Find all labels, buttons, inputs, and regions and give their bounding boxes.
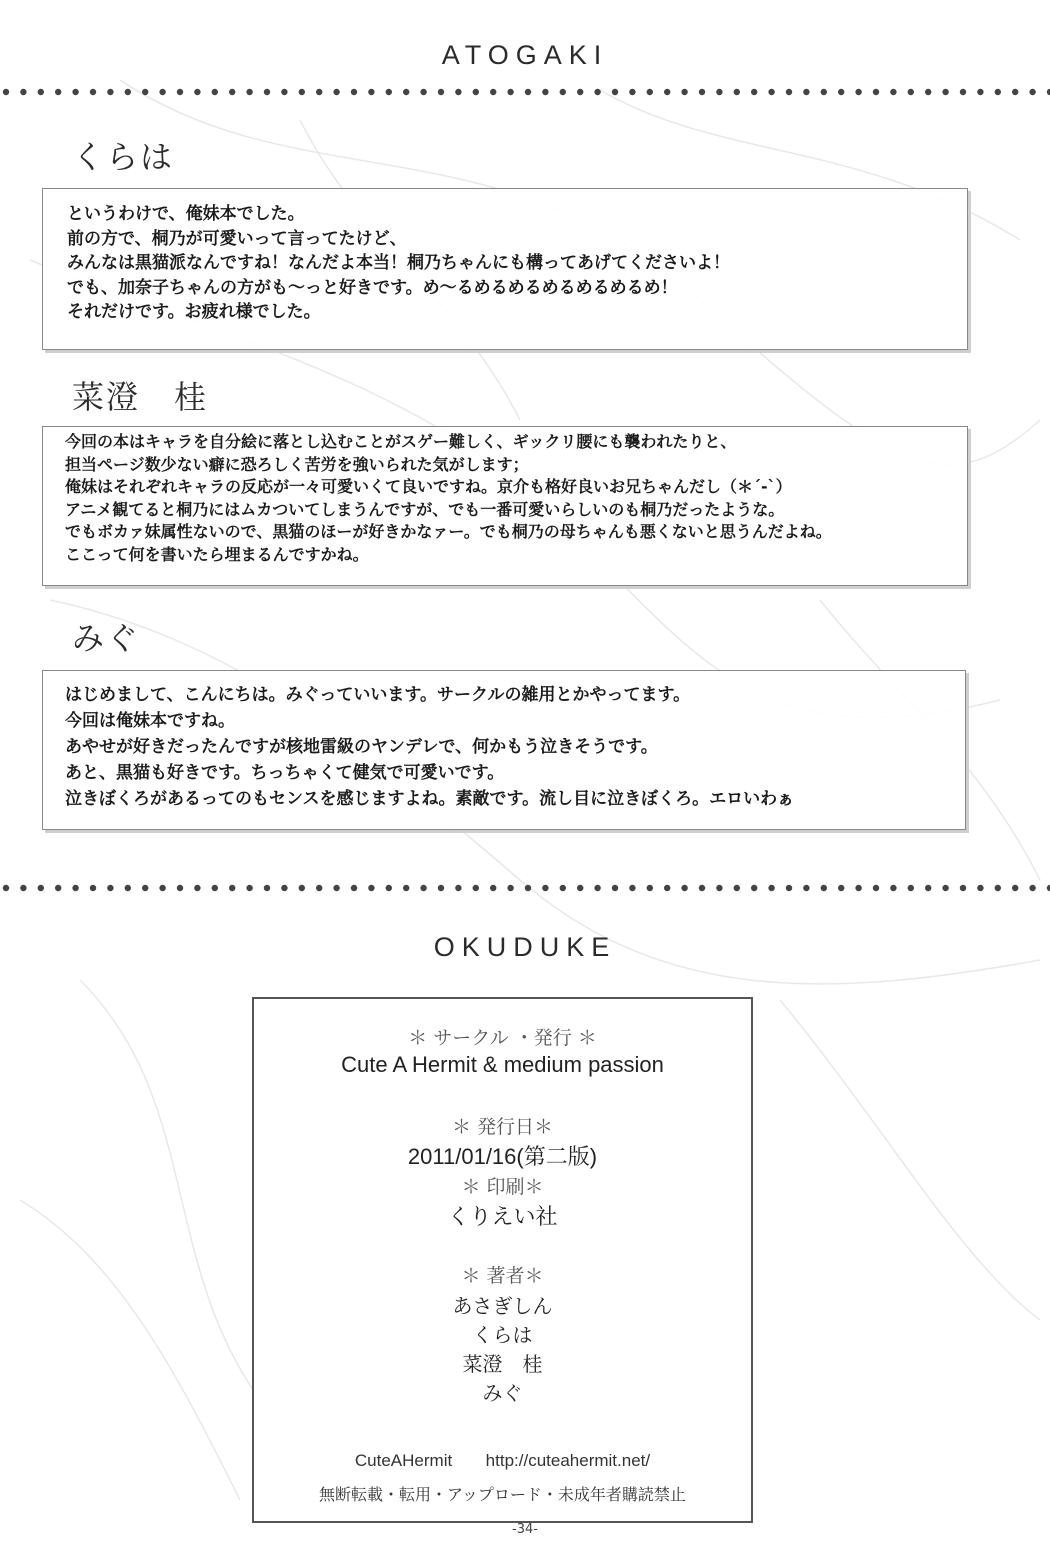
divider-dot [786,89,792,95]
comment-box-kuraha [42,188,968,350]
divider-dot [403,885,409,891]
atogaki-heading: ATOGAKI [441,40,609,70]
divider-dot [681,885,687,891]
comment-line: 前の方で、桐乃が可愛いって言ってたけど、 [67,228,407,249]
divider-dot [908,885,914,891]
divider-dot [125,89,131,95]
copyright-notice: 無断転載・転用・アップロード・未成年者購読禁止 [319,1485,686,1504]
divider-dot [316,885,322,891]
divider-dot [386,885,392,891]
authors-label: ＊ 著者＊ [461,1265,544,1287]
divider-dot [3,885,9,891]
divider-dot [838,885,844,891]
divider-dot [664,885,670,891]
author-name-migu: みぐ [72,619,141,657]
divider-dot [351,89,357,95]
divider-dot [908,89,914,95]
divider-dot [890,885,896,891]
divider-dot [72,885,78,891]
divider-dot [316,89,322,95]
divider-dot [473,89,479,95]
divider-dot [612,89,618,95]
comment-line: はじめまして、こんにちは。みぐっていいます。サークルの雑用とかやってます。 [65,685,691,705]
divider-dot [716,885,722,891]
divider-dot [925,885,931,891]
divider-dot [38,89,44,95]
divider-dot [612,885,618,891]
divider-dot [507,89,513,95]
divider-dot [142,89,148,95]
divider-dot [438,885,444,891]
divider-dot [942,89,948,95]
divider-dot [629,885,635,891]
divider-dot [525,89,531,95]
divider-dot [194,89,200,95]
divider-dot [212,89,218,95]
divider-dot [803,885,809,891]
divider-dot [890,89,896,95]
divider-dot [90,885,96,891]
divider-dot [55,89,61,95]
divider-dot [873,89,879,95]
divider-dot [212,885,218,891]
divider-dot [960,89,966,95]
divider-dot [20,885,26,891]
author-credit: くらは [472,1323,533,1347]
divider-dot [368,89,374,95]
print-label: ＊ 印刷＊ [461,1176,544,1198]
divider-dot [1012,885,1018,891]
divider-dot [368,885,374,891]
divider-dot [1029,89,1035,95]
author-credit: 菜澄 桂 [462,1352,543,1376]
okuduke-heading: OKUDUKE [433,932,617,962]
site-line [254,1451,751,1471]
author-name-nasumi-kei: 菜澄 桂 [72,378,209,416]
divider-dot [246,885,252,891]
divider-dot [594,89,600,95]
divider-dot [229,89,235,95]
divider-dot [229,885,235,891]
divider-dot [681,89,687,95]
divider-dot [664,89,670,95]
divider-dot [438,89,444,95]
comment-line: あやせが好きだったんですが核地雷級のヤンデレで、何かもう泣きそうです。 [65,737,658,757]
divider-dot [560,89,566,95]
circle-value: Cute A Hermit & medium passion [341,1052,664,1077]
divider-dot [177,89,183,95]
divider-dot [699,885,705,891]
divider-dot [246,89,252,95]
divider-dot [455,89,461,95]
divider-dot [20,89,26,95]
divider-dot [281,89,287,95]
divider-dot [647,89,653,95]
divider-dot [786,885,792,891]
author-name-kuraha: くらは [72,138,175,176]
print-value: くりえい社 [447,1204,558,1229]
divider-dot [577,89,583,95]
comment-line: 俺妹はそれぞれキャラの反応が一々可愛いくて良いですね。京介も格好良いお兄ちゃんだし（＊´-`） [65,477,792,497]
divider-dot [647,885,653,891]
divider-dot [281,885,287,891]
page-number: -34- [512,1522,538,1537]
comment-line: 泣きぼくろがあるってのもセンスを感じますよね。素敵です。流し目に泣きぼくろ。エロいわぁ [65,789,794,809]
divider-dot [507,885,513,891]
divider-dot [159,89,165,95]
divider-dot [264,89,270,95]
divider-dot [420,885,426,891]
divider-dot [734,89,740,95]
divider-dot [734,885,740,891]
date-value: 2011/01/16(第二版) [407,1144,598,1169]
divider-dot [768,885,774,891]
divider-dot [977,885,983,891]
comment-line: それだけです。お疲れ様でした。 [67,302,321,322]
divider-dot [751,885,757,891]
divider-dot [333,885,339,891]
site-url-link[interactable]: http://cuteahermit.net/ [485,1451,651,1470]
dotted-divider-bottom [0,883,1050,893]
divider-dot [194,885,200,891]
divider-dot [107,885,113,891]
divider-dot [751,89,757,95]
divider-dot [525,885,531,891]
divider-dot [125,885,131,891]
comment-line: でも、加奈子ちゃんの方がも～っと好きです。め～るめるめるめるめるめるめ！ [67,277,678,298]
divider-dot [490,885,496,891]
divider-dot [594,885,600,891]
author-credit: あさぎしん [452,1294,553,1318]
divider-dot [821,89,827,95]
comment-line: 今回の本はキャラを自分絵に落とし込むことがスゲー難しく、ギックリ腰にも襲われたりと、 [65,432,737,451]
comment-line: アニメ観てると桐乃にはムカついてしまうんですが、でも一番可愛いらしいのも桐乃だったような。 [65,499,785,519]
comment-box-migu [42,670,966,830]
divider-dot [542,89,548,95]
divider-dot [386,89,392,95]
colophon-box [252,997,753,1523]
divider-dot [629,89,635,95]
divider-dot [177,885,183,891]
divider-dot [960,885,966,891]
comment-line: 担当ページ数少ない癖に恐ろしく苦労を強いられた気がします； [65,454,529,474]
divider-dot [299,885,305,891]
divider-dot [855,885,861,891]
divider-dot [264,885,270,891]
circle-label: ＊ サークル ・発行 ＊ [408,1027,597,1049]
comment-line: みんなは黒猫派なんですね！なんだよ本当！桐乃ちゃんにも構ってあげてくださいよ！ [67,253,730,273]
divider-dot [838,89,844,95]
divider-dot [542,885,548,891]
site-name: CuteAHermit [354,1451,453,1470]
divider-dot [995,885,1001,891]
comment-line: ここって何を書いたら埋まるんですかね。 [65,544,369,564]
divider-dot [72,89,78,95]
divider-dot [55,885,61,891]
divider-dot [995,89,1001,95]
author-credit: みぐ [482,1381,523,1405]
divider-dot [977,89,983,95]
divider-dot [159,885,165,891]
divider-dot [560,885,566,891]
date-label: ＊ 発行日＊ [451,1116,554,1138]
divider-dot [577,885,583,891]
divider-dot [142,885,148,891]
divider-dot [1029,885,1035,891]
divider-dot [1012,89,1018,95]
divider-dot [490,89,496,95]
divider-dot [403,89,409,95]
divider-dot [455,885,461,891]
divider-dot [821,885,827,891]
divider-dot [107,89,113,95]
divider-dot [699,89,705,95]
dotted-divider-top [0,87,1050,97]
divider-dot [3,89,9,95]
divider-dot [942,885,948,891]
divider-dot [333,89,339,95]
divider-dot [803,89,809,95]
comment-line: でもボカァ妹属性ないので、黒猫のほーが好きかなァー。でも桐乃の母ちゃんも悪くないと思うんだよね。 [65,522,832,542]
comment-line: あと、黒猫も好きです。ちっちゃくて健気で可愛いです。 [65,763,505,783]
divider-dot [716,89,722,95]
divider-dot [90,89,96,95]
divider-dot [768,89,774,95]
divider-dot [38,885,44,891]
comment-line: 今回は俺妹本ですね。 [65,711,235,731]
divider-dot [473,885,479,891]
comment-line: というわけで、俺妹本でした。 [67,204,305,224]
divider-dot [925,89,931,95]
divider-dot [855,89,861,95]
comment-box-nasumi-kei [42,426,968,586]
divider-dot [420,89,426,95]
divider-dot [873,885,879,891]
divider-dot [351,885,357,891]
divider-dot [299,89,305,95]
